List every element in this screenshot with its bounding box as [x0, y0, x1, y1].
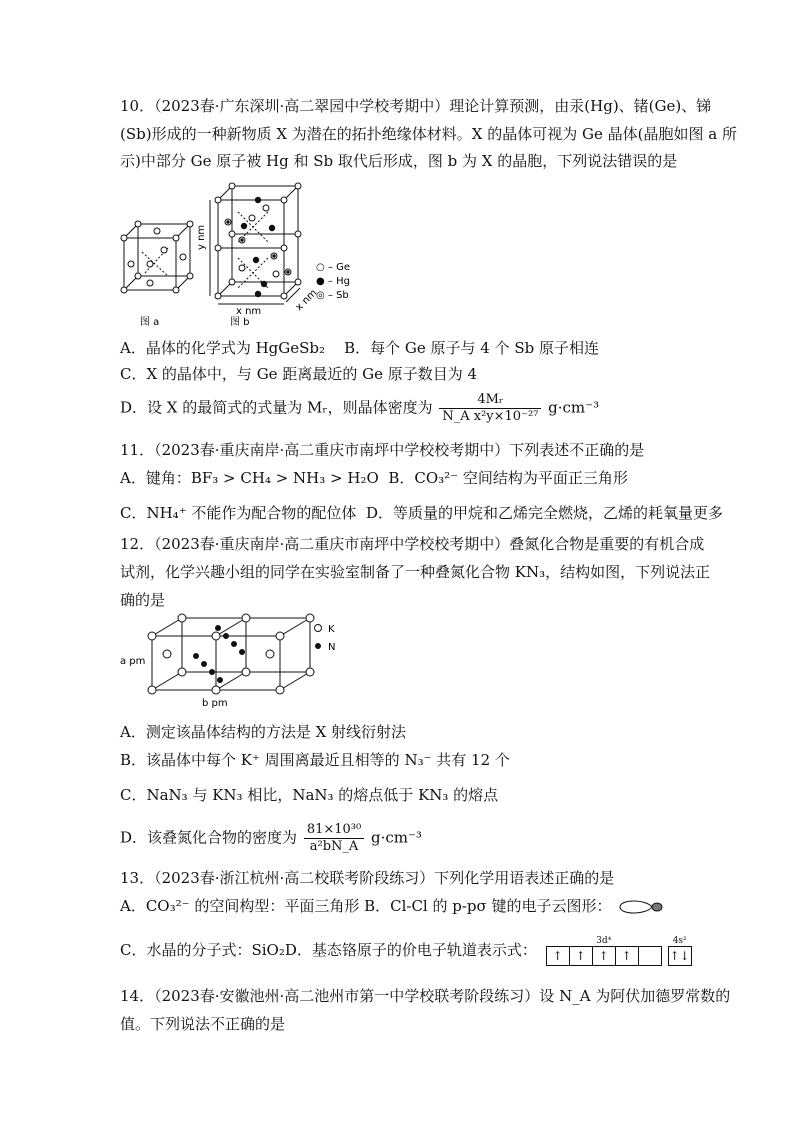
- q12-density-unit: g·cm⁻³: [371, 828, 422, 847]
- q11-option-b: B．CO₃²⁻ 空间结构为平面正三角形: [388, 469, 628, 487]
- legend-k: K: [328, 624, 335, 635]
- q13-line1: 13．（2023春·浙江杭州·高二校联考阶段练习）下列化学用语表述正确的是: [120, 869, 615, 887]
- legend-n-marker: [315, 643, 321, 649]
- q12-density-fraction: [304, 822, 364, 855]
- q12-option-b: B．该晶体中每个 K⁺ 周围离最近且相等的 N₃⁻ 共有 12 个: [120, 751, 510, 769]
- q10-option-a-b: [120, 338, 599, 358]
- q12-fig-a-label: a pm: [120, 656, 146, 667]
- q12-option-d: [120, 822, 422, 855]
- q11-line1: 11．（2023春·重庆南岸·高二重庆市南坪中学校校考期中）下列表述不正确的是: [120, 441, 645, 459]
- q11-option-c-d: [120, 503, 723, 523]
- q12-option-c: C．NaN₃ 与 KN₃ 相比，NaN₃ 的熔点低于 KN₃ 的熔点: [120, 786, 499, 804]
- q10-option-a: A．晶体的化学式为 HgGeSb₂: [120, 339, 326, 357]
- q11-option-a: A．键角：BF₃ > CH₄ > NH₃ > H₂O: [120, 469, 379, 487]
- q10-crystal-figure: [118, 182, 378, 330]
- legend-hg: ● – Hg: [316, 276, 350, 287]
- q12-line1: 12．（2023春·重庆南岸·高二重庆市南坪中学校校考期中）叠氮化合物是重要的有机合成: [120, 535, 705, 553]
- q13-option-a-b: [120, 896, 666, 916]
- q10-line2: (Sb)形成的一种新物质 X 为潜在的拓扑绝缘体材料。X 的晶体可视为 Ge 晶体(晶胞如图 a 所: [120, 125, 737, 143]
- orbital-3d-cell-3: ↑: [593, 947, 616, 965]
- q10-option-d: [120, 392, 599, 425]
- orbital-3d-cell-1: ↑: [547, 947, 570, 965]
- q12-line2: 试剂，化学兴趣小组的同学在实验室制备了一种叠氮化合物 KN₃，结构如图，下列说法正: [120, 563, 711, 581]
- legend-ge: ○ – Ge: [316, 262, 350, 273]
- axis-x-label: x nm: [236, 306, 262, 317]
- q12-fraction-numerator: 81×10³⁰: [304, 822, 364, 839]
- q11-option-a-b: [120, 468, 628, 488]
- q10-density-unit: g·cm⁻³: [548, 398, 600, 417]
- orbital-4s-cell: ↑↓: [669, 949, 690, 963]
- orbital-4s-label: 4s²: [672, 936, 687, 946]
- q13-option-c-d-text: C．水晶的分子式：SiO₂D．基态铬原子的价电子轨道表示式：: [120, 941, 537, 959]
- q13-option-a-b-text: A．CO₃²⁻ 的空间构型：平面三角形 B．Cl-Cl 的 p-pσ 键的电子云图形：: [120, 897, 612, 915]
- q10-fraction-denominator: N_A x²y×10⁻²⁷: [442, 409, 539, 424]
- orbital-3d-cell-2: ↑: [570, 947, 593, 965]
- orbital-3d-cell-4: ↑: [616, 947, 639, 965]
- axis-y-label: y nm: [196, 224, 207, 250]
- q12-line3: 确的是: [120, 591, 166, 609]
- q10-line1: 10．（2023春·广东深圳·高二翠园中学校考期中）理论计算预测，由汞(Hg)、锗(Ge)、锑: [120, 97, 712, 115]
- q11-option-c: C．NH₄⁺ 不能作为配合物的配位体: [120, 504, 357, 522]
- q12-option-d-text: D．该叠氮化合物的密度为: [120, 828, 298, 847]
- chromium-orbital-diagram: [546, 936, 692, 966]
- fig-b-label: 图 b: [230, 317, 250, 328]
- orbital-4s: [668, 936, 692, 966]
- legend-sb: ◎ – Sb: [316, 290, 349, 301]
- legend-k-marker: [315, 625, 322, 632]
- q10-option-b: B．每个 Ge 原子与 4 个 Sb 原子相连: [344, 339, 600, 357]
- sigma-bond-cloud-icon: [616, 898, 666, 916]
- q10-option-c: C．X 的晶体中，与 Ge 距离最近的 Ge 原子数目为 4: [120, 365, 478, 383]
- orbital-3d-cell-5: [639, 947, 661, 965]
- q12-option-a: A．测定该晶体结构的方法是 X 射线衍射法: [120, 723, 407, 741]
- axis-x2-label: x nm: [293, 287, 320, 314]
- q10-fraction-numerator: 4Mᵣ: [439, 392, 541, 409]
- q12-fraction-denominator: a²bN_A: [309, 839, 359, 854]
- q12-fig-b-label: b pm: [202, 698, 228, 709]
- kn3-prism: [152, 618, 310, 690]
- q10-option-d-text: D．设 X 的最简式的式量为 Mᵣ，则晶体密度为: [120, 398, 433, 417]
- q12-crystal-figure: [120, 612, 360, 716]
- q14-line1: 14．（2023春·安徽池州·高二池州市第一中学校联考阶段练习）设 N_A 为阿伏加德罗常数的: [120, 987, 731, 1005]
- q10-density-fraction: [439, 392, 541, 425]
- q14-line2: 值。下列说法不正确的是: [120, 1015, 286, 1033]
- q10-line3: 示)中部分 Ge 原子被 Hg 和 Sb 取代后形成，图 b 为 X 的晶胞，下列说法错误的是: [120, 152, 678, 170]
- legend-n: N: [328, 642, 336, 653]
- q13-option-c-d: [120, 936, 692, 966]
- orbital-3d-label: 3d⁴: [596, 936, 612, 946]
- fig-a-label: 图 a: [140, 317, 160, 328]
- q11-option-d: D．等质量的甲烷和乙烯完全燃烧，乙烯的耗氧量更多: [365, 504, 723, 522]
- orbital-3d: [546, 936, 662, 966]
